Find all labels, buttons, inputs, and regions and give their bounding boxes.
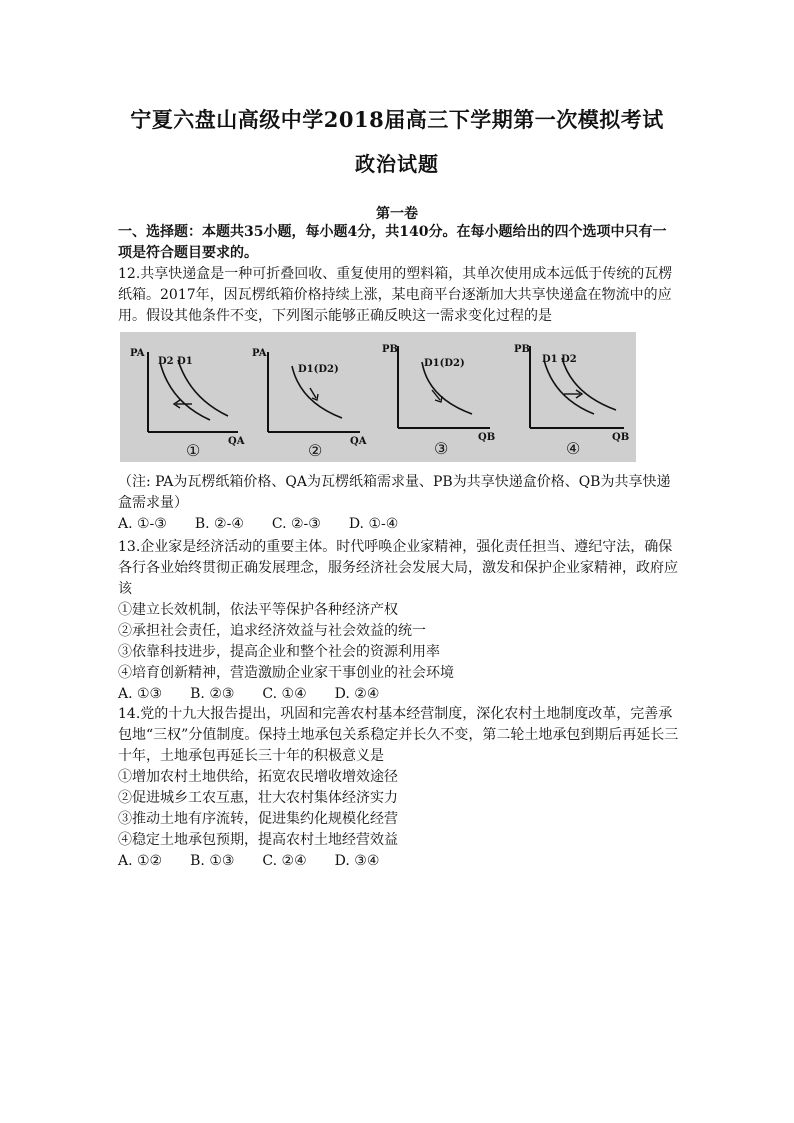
option-d: D. ②④ bbox=[334, 686, 380, 702]
demand-curves-figure bbox=[120, 332, 636, 462]
exam-subtitle: 政治试题 bbox=[355, 152, 439, 176]
graph-2-xlabel: QA bbox=[350, 436, 367, 447]
question-13-item-4: ④培育创新精神，营造激励企业家干事创业的社会环境 bbox=[118, 665, 454, 681]
option-a: A. ①③ bbox=[118, 686, 163, 702]
exam-title: 宁夏六盘山高级中学2018届高三下学期第一次模拟考试 bbox=[130, 107, 664, 132]
graph-3-ylabel: PB bbox=[382, 344, 398, 355]
graph-2-number: ② bbox=[308, 441, 323, 460]
graph-1 bbox=[130, 348, 245, 460]
graph-1-ylabel: PA bbox=[130, 348, 145, 359]
question-13-item-3: ③依靠科技进步，提高企业和整个社会的资源利用率 bbox=[118, 644, 440, 660]
question-14-item-2: ②促进城乡工农互惠，壮大农村集体经济实力 bbox=[118, 790, 398, 806]
option-a: A. ①② bbox=[118, 853, 163, 869]
question-14-options bbox=[118, 851, 680, 872]
question-12-note: （注: PA为瓦楞纸箱价格、QA为瓦楞纸箱需求量、PB为共享快递盒价格、QB为共享快递盒需求量） bbox=[118, 474, 671, 511]
option-b: B. ②③ bbox=[190, 686, 235, 702]
option-a: A. ①-③ bbox=[118, 516, 167, 532]
option-c: C. ①④ bbox=[262, 686, 307, 702]
option-c: C. ②④ bbox=[262, 853, 307, 869]
option-d: D. ③④ bbox=[334, 853, 380, 869]
question-14 bbox=[118, 704, 680, 872]
question-13 bbox=[118, 537, 680, 705]
graph-3 bbox=[382, 344, 495, 458]
volume-heading: 第一卷 bbox=[376, 206, 418, 222]
graph-4-ylabel: PB bbox=[514, 344, 530, 355]
graph-1-number: ① bbox=[186, 441, 201, 460]
question-12-rest bbox=[118, 472, 680, 535]
graph-3-number: ③ bbox=[434, 439, 449, 458]
graph-2-curves: D1(D2) bbox=[298, 364, 339, 375]
question-14-stem: 14.党的十九大报告提出，巩固和完善农村基本经营制度，深化农村土地制度改革，完善承包地“三权”分值制度。保持土地承包关系稳定并长久不变，第二轮土地承包到期后再延长三十年，土地承包再延长三十年的积极意义是 bbox=[118, 706, 679, 764]
question-13-options bbox=[118, 684, 680, 705]
graph-4-curves: D1 D2 bbox=[542, 354, 577, 365]
question-14-item-4: ④稳定土地承包预期，提高农村土地经营效益 bbox=[118, 832, 398, 848]
graph-1-curves: D2 D1 bbox=[158, 356, 193, 367]
option-b: B. ②-④ bbox=[194, 516, 244, 532]
question-12-options bbox=[118, 514, 680, 535]
section-instructions: 一、选择题：本题共35小题，每小题4分，共140分。在每小题给出的四个选项中只有一项是符合题目要求的。 bbox=[118, 224, 667, 261]
graph-1-xlabel: QA bbox=[228, 436, 245, 447]
question-14-item-1: ①增加农村土地供给，拓宽农民增收增效途径 bbox=[118, 769, 398, 785]
option-d: D. ①-④ bbox=[348, 516, 399, 532]
graph-4-xlabel: QB bbox=[612, 432, 630, 443]
question-13-item-2: ②承担社会责任，追求经济效益与社会效益的统一 bbox=[118, 623, 426, 639]
graph-4 bbox=[514, 344, 629, 458]
graph-2 bbox=[252, 348, 367, 460]
graph-4-number: ④ bbox=[566, 439, 581, 458]
question-13-item-1: ①建立长效机制，依法平等保护各种经济产权 bbox=[118, 602, 398, 618]
question-13-stem: 13.企业家是经济活动的重要主体。时代呼唤企业家精神，强化责任担当、遵纪守法，确保各行各业始终贯彻正确发展理念，服务经济社会发展大局，激发和保护企业家精神，政府应该 bbox=[118, 539, 678, 597]
option-c: C. ②-③ bbox=[271, 516, 321, 532]
demand-curves-svg bbox=[120, 332, 636, 462]
question-12-stem: 12.共享快递盒是一种可折叠回收、重复使用的塑料箱，其单次使用成本远低于传统的瓦楞纸箱。2017年，因瓦楞纸箱价格持续上涨，某电商平台逐渐加大共享快递盒在物流中的应用。假设其他条件不变，下列图示能够正确反映这一需求变化过程的是 bbox=[118, 266, 673, 324]
graph-2-ylabel: PA bbox=[252, 348, 267, 359]
graph-3-xlabel: QB bbox=[478, 432, 496, 443]
option-b: B. ①③ bbox=[190, 853, 235, 869]
graph-3-curves: D1(D2) bbox=[424, 358, 465, 369]
question-14-item-3: ③推动土地有序流转，促进集约化规模化经营 bbox=[118, 811, 398, 827]
